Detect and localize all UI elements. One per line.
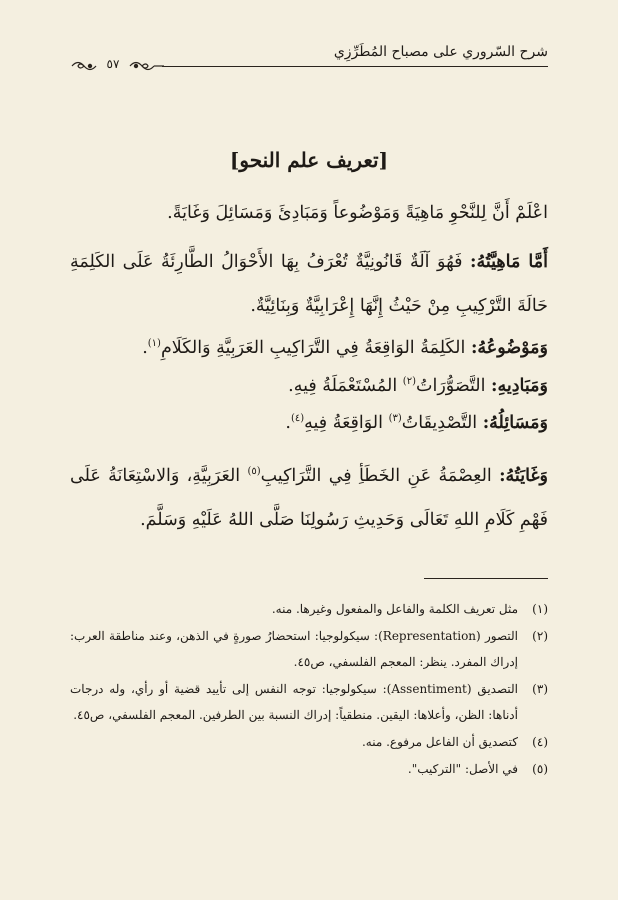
footnote-item: [70, 596, 548, 622]
footnote-item: [70, 676, 548, 728]
paragraph-purpose: [70, 450, 548, 542]
footnote-ref[interactable]: (٢): [402, 375, 416, 387]
footnote-number: (٣): [532, 682, 548, 696]
header-title: شرح السّروري على مصباح المُطَرِّزِي: [333, 44, 548, 60]
footnote-number: (٢): [532, 629, 548, 643]
paragraph-end: .: [285, 413, 291, 434]
paragraph-text: اعْلَمْ أَنَّ لِلنَّحْوِ مَاهِيَةً وَمَوْضُوعاً وَمَبَادِئَ وَمَسَائِلَ وَغَايَةً.: [167, 203, 548, 223]
page-number: ٥٧: [106, 57, 120, 71]
paragraph-mid: الوَاقِعَةُ فِيهِ: [304, 413, 389, 434]
paragraph-text: التَّصَوُّرَاتُ: [415, 375, 486, 396]
header-rule: [162, 66, 548, 67]
footnote-number: (١): [532, 602, 548, 616]
running-header: [70, 44, 548, 70]
footnote-item: [70, 729, 548, 755]
footnote-text: التصور (Representation): سيكولوجيا: استحضارُ صورةٍ في الذهن، وعند مناطقة العرب: إدراك المفرد. ينظر: المعجم الفلسفي، ص٤٥.: [70, 629, 518, 669]
paragraph-end: .: [142, 337, 148, 358]
footnote-text: كتصديق أن الفاعل مرفوع. منه.: [361, 735, 518, 749]
footnote-number: (٥): [532, 762, 548, 776]
footnote-text: التصديق (Assentiment): سيكولوجيا: توجه النفس إلى تأييد قضية أو رأي، وله درجات أدناها: الظن، وأعلاها: اليقين. منطقياً: إدراك النسبة بين الطرفين. المعجم الفلسفي، ص٤٥.: [70, 682, 518, 722]
main-text: [70, 202, 548, 551]
footnote-number: (٤): [532, 735, 548, 749]
page-number-ornament: [70, 56, 164, 76]
paragraph-lead: وَمَسَائِلُهُ:: [482, 413, 548, 434]
section-heading: [تعريف علم النحو]: [229, 148, 389, 172]
paragraph-text: العِصْمَةُ عَنِ الخَطَأِ فِي التَّرَاكِيبِ: [260, 465, 492, 486]
footnote-divider: [424, 578, 548, 579]
paragraph-end: العَرَبِيَّةِ، وَالاسْتِعَانَةُ عَلَى فَهْمِ كَلَامِ اللهِ تَعَالَى وَحَدِيثِ رَسُولِنَا صَلَّى اللهُ عَلَيْهِ وَسَلَّمَ.: [70, 465, 548, 530]
paragraph-end: المُسْتَعْمَلَةُ فِيهِ.: [288, 375, 403, 396]
footnote-ref[interactable]: (١): [147, 337, 161, 349]
footnote-text: في الأصل: "التركيب".: [407, 762, 518, 776]
paragraph-text: فَهُوَ آلَةٌ قَانُونِيَّةٌ تُعْرَفُ بِهَا الأَحْوَالُ الطَّارِئَةُ عَلَى الكَلِمَةِ حَالَةَ التَّرْكِيبِ مِنْ حَيْثُ إِنَّهَا إِعْرَابِيَّةٌ وَبِنَائِيَّةٌ.: [70, 251, 548, 316]
paragraph-definition: [70, 240, 548, 328]
paragraph-text: التَّصْدِيقَاتُ: [401, 413, 478, 434]
paragraph-text: الكَلِمَةُ الوَاقِعَةُ فِي التَّرَاكِيبِ العَرَبِيَّةِ وَالكَلَامِ: [160, 337, 466, 358]
paragraph-lead: أَمَّا مَاهِيَّتُهُ:: [470, 251, 548, 272]
footnote-ref[interactable]: (٤): [290, 413, 305, 425]
paragraph-subject: [70, 337, 548, 360]
paragraph-issues: [70, 412, 548, 435]
paragraph-lead: وَغَايَتُهُ:: [499, 465, 549, 486]
footnote-item: [70, 623, 548, 675]
footnote-text: مثل تعريف الكلمة والفاعل والمفعول وغيرها. منه.: [271, 602, 518, 616]
footnotes: [70, 596, 548, 783]
footnote-ref[interactable]: (٥): [247, 466, 261, 477]
paragraph-intro: [70, 202, 548, 225]
footnote-ref[interactable]: (٣): [388, 413, 402, 425]
paragraph-lead: وَمَبَادِيهِ:: [491, 375, 548, 396]
paragraph-principles: [70, 375, 548, 398]
paragraph-lead: وَمَوْضُوعُهُ:: [470, 337, 548, 358]
footnote-item: [70, 756, 548, 782]
